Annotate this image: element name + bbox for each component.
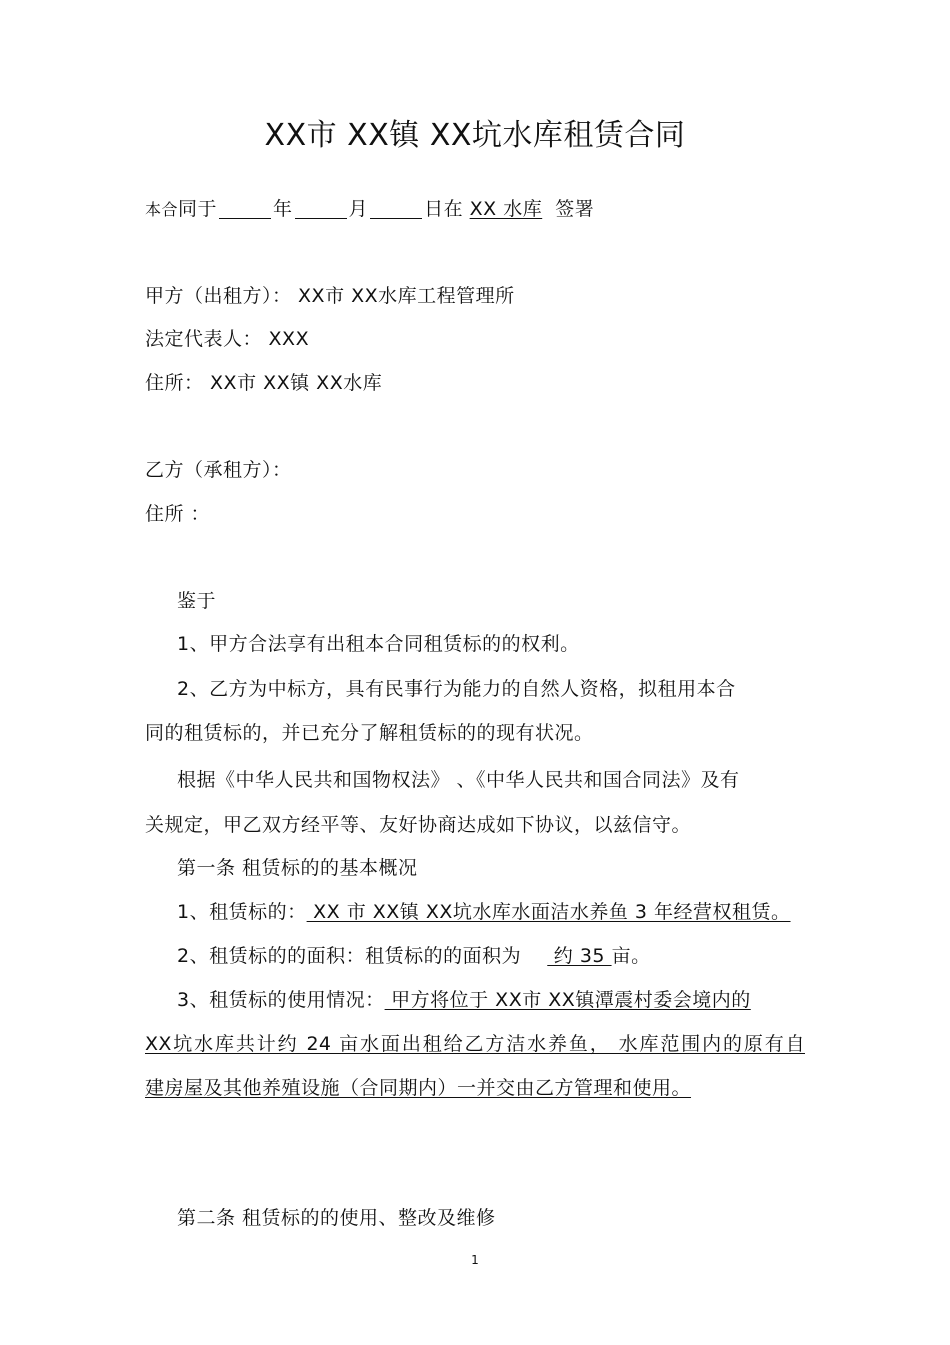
signing-day-at: 日在 — [424, 198, 464, 220]
article-1-item-3-text-1: 甲方将位于 XX市 XX镇潭震村委会境内的 — [384, 989, 751, 1011]
signing-month: 月 — [348, 198, 369, 220]
page-number: 1 — [471, 1253, 479, 1267]
party-b-line: 乙方（承租方）： — [145, 459, 292, 481]
article-1-item-3-line-1 — [177, 988, 751, 1012]
article-1-item-1-label: 1、租赁标的： — [177, 901, 307, 923]
recitals-heading: 鉴于 — [177, 590, 217, 612]
article-1-heading: 第一条 租赁标的的基本概况 — [177, 857, 418, 879]
signing-suffix: 签署 — [555, 198, 595, 220]
article-1-item-1-value: XX 市 XX镇 XX坑水库水面洁水养鱼 3 年经营权租赁。 — [306, 901, 791, 923]
party-a-address: 住所： XX市 XX镇 XX水库 — [145, 372, 383, 394]
day-blank — [370, 217, 422, 219]
signing-prefix-small: 本合 — [145, 200, 179, 219]
article-1-item-2-value: 约 35 — [547, 945, 612, 967]
article-1-item-3-line-2: XX坑水库共计约 24 亩水面出租给乙方洁水养鱼， 水库范围内的原有自 — [145, 1033, 805, 1055]
signing-line — [145, 197, 594, 222]
article-1-item-2-unit: 亩。 — [611, 945, 651, 967]
article-2-heading: 第二条 租赁标的的使用、整改及维修 — [177, 1207, 496, 1229]
recital-item-1: 1、甲方合法享有出租本合同租赁标的的权利。 — [177, 633, 580, 655]
article-1-item-2-label: 2、租赁标的的面积：租赁标的的面积为 — [177, 945, 522, 967]
party-a-line: 甲方（出租方）： XX市 XX水库工程管理所 — [145, 285, 515, 307]
party-b-address: 住所 ： — [145, 503, 211, 525]
article-1-item-3-label: 3、租赁标的使用情况： — [177, 989, 385, 1011]
document-title: XX市 XX镇 XX坑水库租赁合同 — [264, 118, 686, 153]
recital-item-2-line-1: 2、乙方为中标方，具有民事行为能力的自然人资格，拟租用本合 — [177, 678, 736, 700]
signing-place: XX 水库 — [469, 198, 543, 220]
month-blank — [295, 217, 347, 219]
year-blank — [219, 217, 271, 219]
signing-prefix: 同于 — [178, 198, 218, 220]
party-a-representative: 法定代表人： XXX — [145, 328, 310, 350]
article-1-item-2 — [177, 944, 651, 968]
basis-line-1: 根据《中华人民共和国物权法》 、《中华人民共和国合同法》及有 — [177, 769, 740, 791]
article-1-item-3-line-3: 建房屋及其他养殖设施（合同期内）一并交由乙方管理和使用。 — [145, 1077, 692, 1099]
article-1-item-1 — [177, 900, 791, 924]
recital-item-2-line-2: 同的租赁标的，并已充分了解租赁标的的现有状况。 — [145, 722, 594, 744]
basis-line-2: 关规定，甲乙双方经平等、友好协商达成如下协议，以兹信守。 — [145, 814, 692, 836]
signing-year: 年 — [273, 198, 293, 220]
